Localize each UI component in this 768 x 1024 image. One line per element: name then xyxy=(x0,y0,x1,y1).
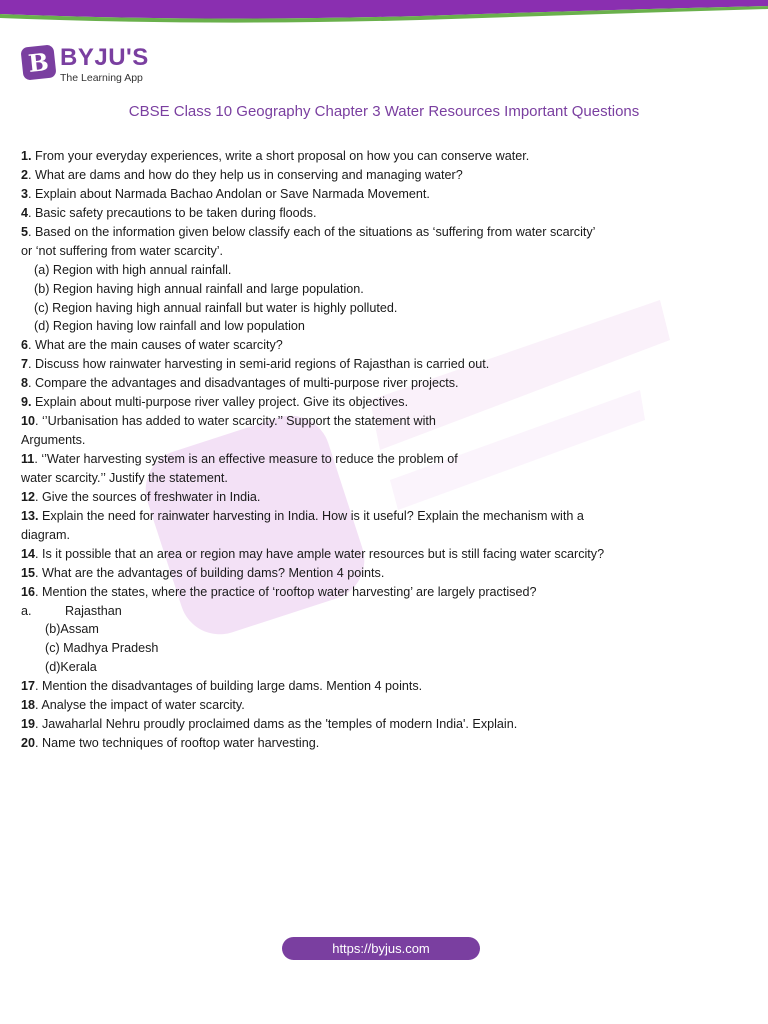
question-number: 10 xyxy=(21,414,36,429)
question-number: 16 xyxy=(21,584,36,599)
question-text: . Explain about Narmada Bachao Andolan or Save Narmada Movement. xyxy=(28,186,430,201)
question-number: 18 xyxy=(21,698,36,713)
question-number: 9. xyxy=(21,395,32,410)
question-text: . Mention the disadvantages of building large dams. Mention 4 points. xyxy=(35,679,423,694)
question-number: 13. xyxy=(21,508,39,523)
option-item: (b)Assam xyxy=(45,622,99,637)
logo-tagline: The Learning App xyxy=(60,72,143,84)
question-text: . Jawaharlal Nehru proudly proclaimed dams as the 'temples of modern India'. Explain. xyxy=(35,717,518,732)
question-8 xyxy=(21,374,681,393)
question-5 xyxy=(21,223,681,242)
question-text: . Mention the states, where the practice of ‘rooftop water harvesting’ are largely practised? xyxy=(35,584,537,599)
question-number: 17 xyxy=(21,679,36,694)
question-number: 11 xyxy=(21,452,35,466)
question-2 xyxy=(21,166,681,185)
questions-list xyxy=(21,147,681,753)
question-text: Explain the need for rainwater harvesting in India. How is it useful? Explain the mechanism with a xyxy=(38,508,584,523)
option-text: Rajasthan xyxy=(65,603,122,618)
question-number: 1. xyxy=(21,149,32,163)
question-number: 6 xyxy=(21,338,29,353)
question-1 xyxy=(21,147,681,166)
question-text: . Discuss how rainwater harvesting in semi-arid regions of Rajasthan is carried out. xyxy=(28,357,490,372)
question-10 xyxy=(21,412,681,431)
question-20 xyxy=(21,734,681,753)
question-14 xyxy=(21,545,681,564)
question-3 xyxy=(21,185,681,204)
question-number: 3 xyxy=(21,186,29,201)
question-text: . Compare the advantages and disadvantages of multi-purpose river projects. xyxy=(28,376,459,391)
question-text: . Basic safety precautions to be taken during floods. xyxy=(28,205,317,220)
question-text: . What are the advantages of building dams? Mention 4 points. xyxy=(35,565,385,580)
question-text: . What are dams and how do they help us in conserving and managing water? xyxy=(28,167,463,182)
question-16 xyxy=(21,583,681,602)
question-number: 5 xyxy=(21,224,29,239)
question-number: 20 xyxy=(21,736,36,751)
question-text: From your everyday experiences, write a short proposal on how you can conserve water. xyxy=(31,149,530,163)
question-13 xyxy=(21,507,681,526)
option-item: (a) Region with high annual rainfall. xyxy=(34,262,232,277)
question-text: . Analyse the impact of water scarcity. xyxy=(35,698,245,713)
question-18 xyxy=(21,696,681,715)
question-text: Explain about multi-purpose river valley project. Give its objectives. xyxy=(31,395,409,410)
question-6 xyxy=(21,336,681,355)
question-12 xyxy=(21,488,681,507)
question-number: 4 xyxy=(21,205,29,220)
logo-badge-icon: B xyxy=(20,44,56,80)
question-number: 14 xyxy=(21,546,36,561)
footer-url-link[interactable]: https://byjus.com xyxy=(282,937,480,960)
question-text: . What are the main causes of water scarcity? xyxy=(28,338,283,353)
question-text-continued: diagram. xyxy=(21,527,70,542)
option-item: (c) Region having high annual rainfall but water is highly polluted. xyxy=(34,300,398,315)
question-text-continued: water scarcity.’’ Justify the statement. xyxy=(21,470,228,485)
question-text-continued: or ‘not suffering from water scarcity’. xyxy=(21,243,224,258)
option-item: (b) Region having high annual rainfall and large population. xyxy=(34,281,364,296)
logo-name: BYJU'S xyxy=(60,44,149,71)
option-item xyxy=(21,602,681,621)
page-title: CBSE Class 10 Geography Chapter 3 Water Resources Important Questions xyxy=(128,103,640,120)
option-label: a. xyxy=(21,603,32,618)
question-4 xyxy=(21,204,681,223)
question-text: . Based on the information given below classify each of the situations as ‘suffering from water scarcity’ xyxy=(28,224,596,239)
question-text-continued: Arguments. xyxy=(21,433,86,448)
question-15 xyxy=(21,564,681,583)
question-text: . ‘’Urbanisation has added to water scarcity.’’ Support the statement with xyxy=(35,414,436,429)
option-item: (d) Region having low rainfall and low population xyxy=(34,319,305,334)
top-decorative-banner xyxy=(0,0,768,26)
question-19 xyxy=(21,715,681,734)
question-text: . Is it possible that an area or region may have ample water resources but is still facing water scarcity? xyxy=(35,546,605,561)
question-number: 12 xyxy=(21,489,36,504)
question-number: 2 xyxy=(21,167,29,182)
question-number: 19 xyxy=(21,717,36,732)
question-text: . Name two techniques of rooftop water harvesting. xyxy=(35,736,320,751)
byjus-logo xyxy=(22,44,162,90)
option-item: (d)Kerala xyxy=(45,660,97,675)
question-number: 7 xyxy=(21,357,29,372)
question-text: . ‘’Water harvesting system is an effective measure to reduce the problem of xyxy=(34,452,458,466)
question-9 xyxy=(21,393,681,412)
question-number: 15 xyxy=(21,565,36,580)
question-text: . Give the sources of freshwater in India. xyxy=(35,489,261,504)
question-11 xyxy=(21,450,681,469)
question-17 xyxy=(21,677,681,696)
option-item: (c) Madhya Pradesh xyxy=(45,641,159,656)
question-7 xyxy=(21,355,681,374)
question-number: 8 xyxy=(21,376,29,391)
